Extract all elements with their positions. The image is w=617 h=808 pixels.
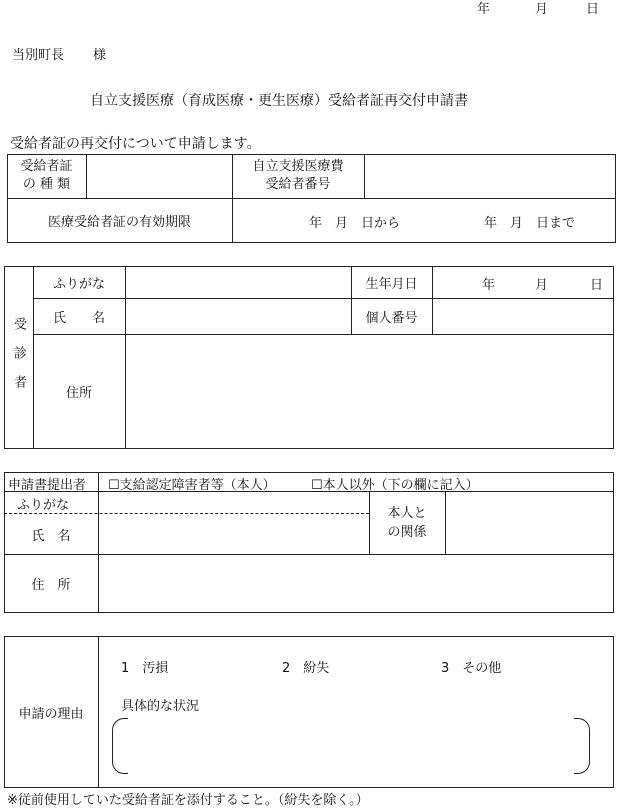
validity-label: 医療受給者証の有効期限 [47,215,191,230]
date-month-label: 月 [535,2,549,17]
recipient-number-field[interactable] [365,155,615,198]
recipient-number-label-line2: 受給者番号 [265,177,331,192]
cert-type-label [7,154,86,198]
recipient-number-label-line1: 自立支援医療費 [252,159,344,174]
left-bracket [112,718,128,774]
applicant-name-input[interactable] [99,514,369,554]
cert-type-label-line1: 受給者証 [20,159,73,174]
relation-label-line2: の関係 [387,524,427,540]
validity-from[interactable]: 年 月 日から [309,216,401,231]
right-bracket [574,718,590,774]
intro-text: 受給者証の再交付について申請します。 [10,136,261,152]
honorific: 様 [93,48,107,63]
submitter-option-self[interactable]: ☐支給認定障害者等（本人） [108,478,276,493]
patient-furigana-input[interactable] [126,267,351,298]
patient-address-input[interactable] [126,335,614,449]
birthdate-input[interactable] [433,267,614,298]
cert-type-label-line2: の 種 類 [22,177,71,192]
patient-name-input[interactable] [126,299,351,334]
addressee: 当別町長 [12,48,65,63]
submitter-label: 申請書提出者 [8,478,87,493]
page-title: 自立支援医療（育成医療・更生医療）受給者証再交付申請書 [90,93,468,109]
validity-to[interactable]: 年 月 日まで [484,216,576,231]
applicant-furigana-label: ふりがな [17,498,70,513]
recipient-number-label [232,154,364,198]
id-number-label: 個人番号 [365,310,418,326]
birth-year-label: 年 [482,278,496,293]
applicant-furigana-input[interactable] [99,492,369,513]
relation-label-line1: 本人と [387,505,427,521]
applicant-address-input[interactable] [99,555,614,613]
reason-label: 申請の理由 [18,706,84,722]
reason-option-soiled[interactable]: 1 汚損 [121,661,169,676]
applicant-address-label: 住 所 [31,578,71,593]
birthdate-label: 生年月日 [365,276,418,292]
cert-type-field[interactable] [87,155,232,198]
submitter-option-other[interactable]: ☐本人以外（下の欄に記入） [311,478,479,493]
reason-option-other[interactable]: 3 その他 [441,661,502,676]
patient-name-label: 氏 名 [52,310,105,326]
patient-side-label: 受診者 [11,316,26,404]
birth-day-label: 日 [590,278,604,293]
applicant-name-label: 氏 名 [31,528,71,544]
relation-input[interactable] [446,492,614,554]
date-year-label: 年 [477,2,491,17]
footer-note: ※従前使用していた受給者証を添付すること。（紛失を除く。） [7,793,369,808]
reason-option-lost[interactable]: 2 紛失 [282,661,330,676]
details-label: 具体的な状況 [121,699,200,714]
patient-furigana-label: ふりがな [52,276,105,292]
date-day-label: 日 [586,2,600,17]
relation-label [369,491,445,554]
id-number-input[interactable] [433,299,614,334]
birth-month-label: 月 [535,278,549,293]
details-input[interactable] [129,720,574,772]
patient-address-label: 住所 [65,386,92,401]
